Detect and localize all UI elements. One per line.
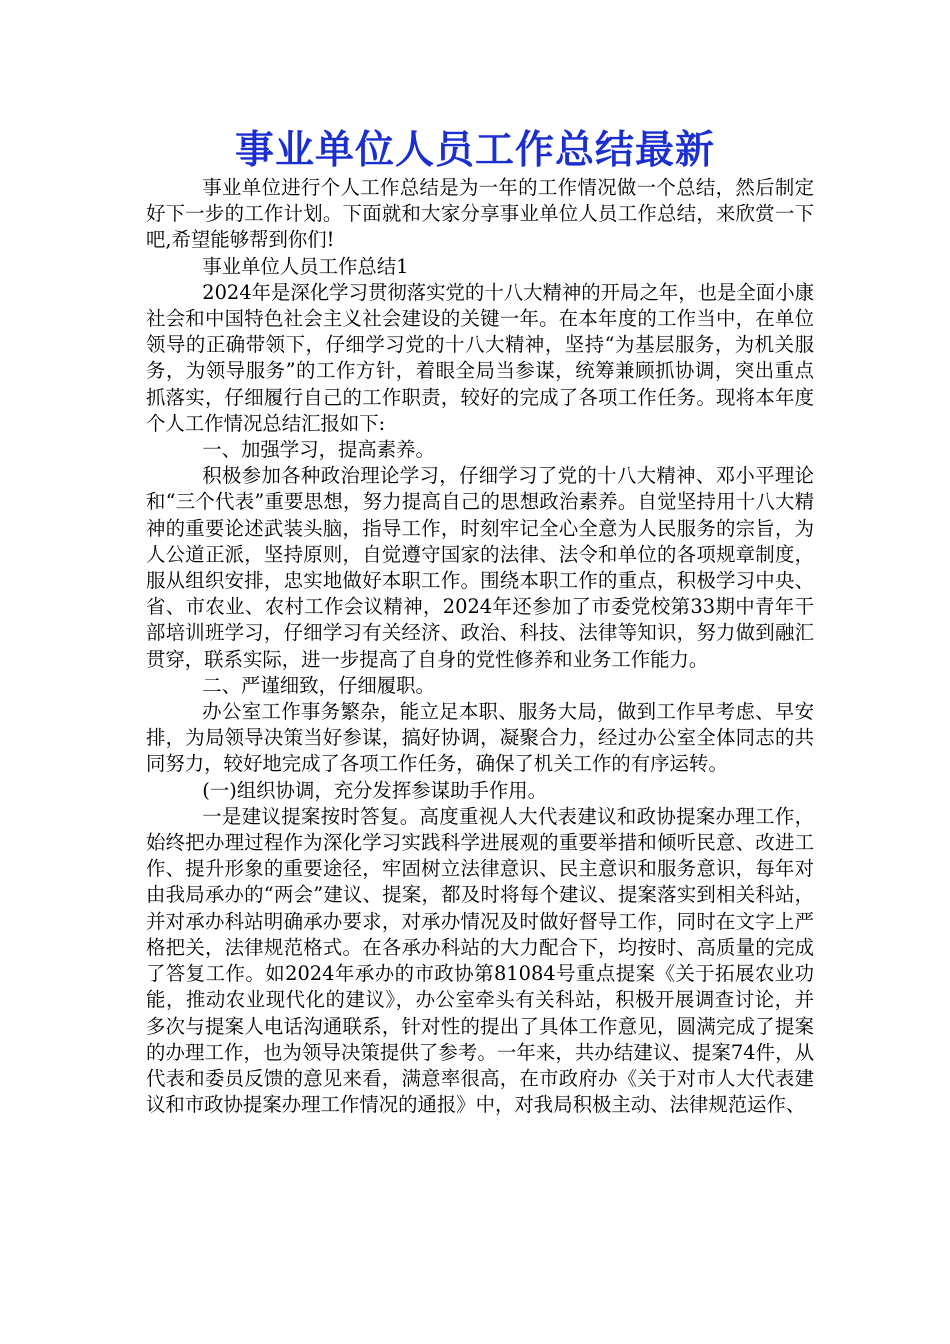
body-paragraph: 办公室工作事务繁杂，能立足本职、服务大局，做到工作早考虑、早安排，为局领导决策当好参谋，搞好协调，凝聚合力，经过办公室全体同志的共同努力，较好地完成了各项工作任务，确保了机关工作的有序运转。 xyxy=(146,700,814,776)
body-paragraph: 一是建议提案按时答复。高度重视人大代表建议和政协提案办理工作，始终把办理过程作为深化学习实践科学进展观的重要举措和倾听民意、改进工作、提升形象的重要途径，牢固树立法律意识、民主意识和服务意识，每年对由我局承办的“两会”建议、提案，都及时将每个建议、提案落实到相关科站，并对承办科站明确承办要求，对承办情况及时做好督导工作，同时在文字上严格把关，法律规范格式。在各承办科站的大力配合下，均按时、高质量的完成了答复工作。如2024年承办的市政协第81084号重点提案《关于拓展农业功能，推动农业现代化的建议》，办公室牵头有关科站，积极开展调查讨论，并多次与提案人电话沟通联系，针对性的提出了具体工作意见，圆满完成了提案的办理工作，也为领导决策提供了参考。一年来，共办结建议、提案74件，从代表和委员反馈的意见来看，满意率很高，在市政府办《关于对市人大代表建议和市政协提案办理工作情况的通报》中，对我局积极主动、法律规范运作、 xyxy=(146,804,814,1117)
intro-paragraph: 事业单位进行个人工作总结是为一年的工作情况做一个总结，然后制定好下一步的工作计划。下面就和大家分享事业单位人员工作总结，来欣赏一下吧,希望能够帮到你们! xyxy=(146,176,814,252)
section-heading: 事业单位人员工作总结1 xyxy=(202,254,409,278)
document-body xyxy=(146,175,814,1118)
body-paragraph: 积极参加各种政治理论学习，仔细学习了党的十八大精神、邓小平理论和“三个代表”重要思想，努力提高自己的思想政治素养。自觉坚持用十八大精神的重要论述武装头脑，指导工作，时刻牢记全心全意为人民服务的宗旨，为人公道正派，坚持原则，自觉遵守国家的法律、法令和单位的各项规章制度，服从组织安排，忠实地做好本职工作。围绕本职工作的重点，积极学习中央、省、市农业、农村工作会议精神，2024年还参加了市委党校第33期中青年干部培训班学习，仔细学习有关经济、政治、科技、法律等知识，努力做到融汇贯穿，联系实际，进一步提高了自身的党性修养和业务工作能力。 xyxy=(146,464,814,671)
body-paragraph: 2024年是深化学习贯彻落实党的十八大精神的开局之年，也是全面小康社会和中国特色社会主义社会建设的关键一年。在本年度的工作当中，在单位领导的正确带领下，仔细学习党的十八大精神，坚持“为基层服务，为机关服务，为领导服务”的工作方针，着眼全局当参谋，统筹兼顾抓协调，突出重点抓落实，仔细履行自己的工作职责，较好的完成了各项工作任务。现将本年度个人工作情况总结汇报如下: xyxy=(146,280,814,435)
document-title: 事业单位人员工作总结最新 xyxy=(234,127,715,173)
section-heading: (一)组织协调，充分发挥参谋助手作用。 xyxy=(202,778,548,802)
section-heading: 一、加强学习，提高素养。 xyxy=(202,438,435,462)
section-heading: 二、严谨细致，仔细履职。 xyxy=(202,673,435,697)
